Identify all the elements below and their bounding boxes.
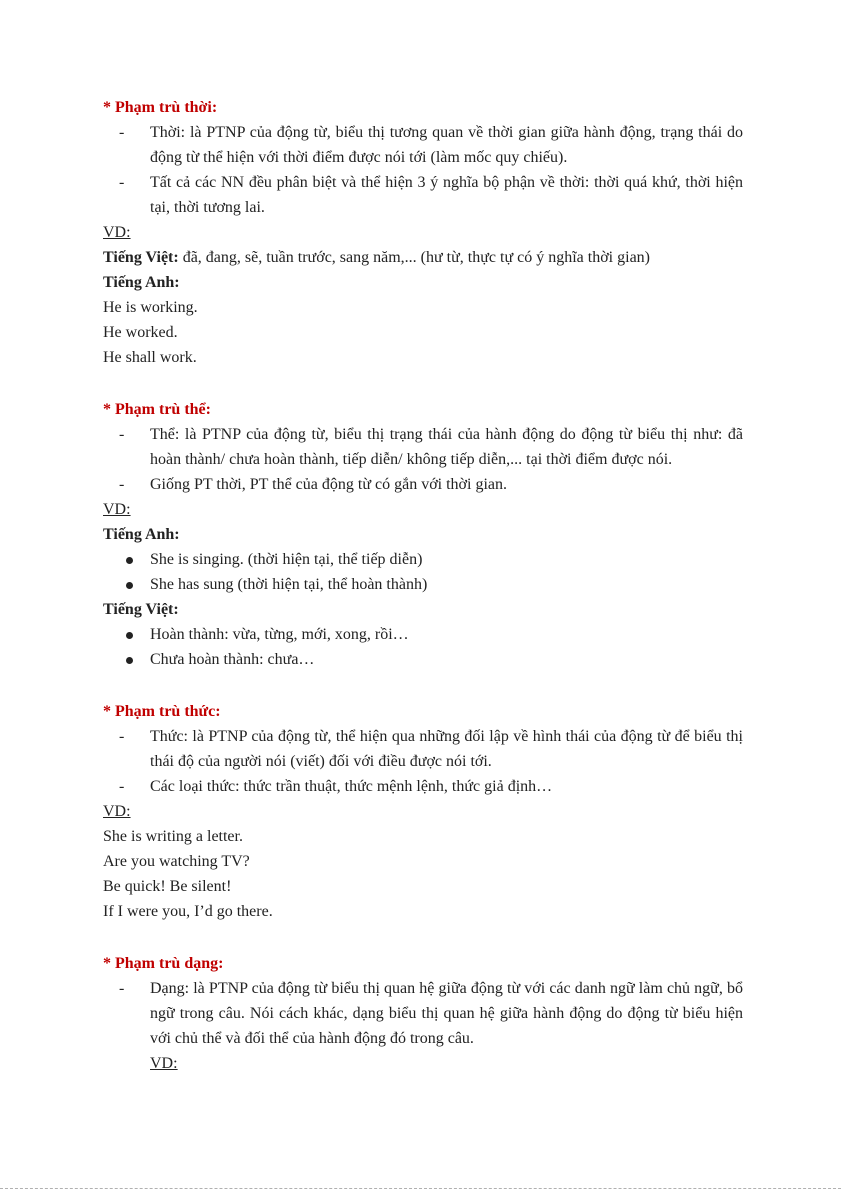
list-item <box>103 547 743 572</box>
heading-pham-tru-thoi: * Phạm trù thời: <box>103 99 218 116</box>
list-item-text: She has sung (thời hiện tại, thể hoàn thành) <box>150 576 428 593</box>
example-line: If I were you, I’d go there. <box>103 903 273 920</box>
bullet-item <box>103 170 743 220</box>
bullet-item <box>103 976 743 1051</box>
vd-label: VD: <box>103 501 131 518</box>
bullet-dot-icon <box>126 582 133 589</box>
bullet-text: Thời: là PTNP của động từ, biểu thị tương quan về thời gian giữa hành động, trạng thái do động từ thể hiện với thời điểm được nói tới (làm mốc quy chiếu). <box>150 124 743 166</box>
bullet-item <box>103 422 743 472</box>
dash-marker: - <box>119 426 125 443</box>
list-item-text: Chưa hoàn thành: chưa… <box>150 651 315 668</box>
dash-marker: - <box>119 728 125 745</box>
bullet-dot-icon <box>126 657 133 664</box>
document-content <box>103 95 743 1076</box>
heading-pham-tru-dang: * Phạm trù dạng: <box>103 955 224 972</box>
vd-label-text: VD: <box>150 1055 178 1072</box>
dash-marker: - <box>119 980 125 997</box>
bullet-text: Dạng: là PTNP của động từ biểu thị quan hệ giữa động từ với các danh ngữ làm chủ ngữ, bổ ngữ trong câu. Nói cách khác, dạng biểu thị quan hệ giữa hành động do động từ biểu hiện với chủ thể và đối thể của hành động đó trong câu. <box>150 980 743 1047</box>
bullet-text: Tất cả các NN đều phân biệt và thể hiện 3 ý nghĩa bộ phận về thời: thời quá khứ, thời hiện tại, thời tương lai. <box>150 174 743 216</box>
bullet-item <box>103 724 743 774</box>
heading-pham-tru-the: * Phạm trù thể: <box>103 401 211 418</box>
bullet-dot-icon <box>126 632 133 639</box>
list-item <box>103 647 743 672</box>
example-text: đã, đang, sẽ, tuần trước, sang năm,... (hư từ, thực tự có ý nghĩa thời gian) <box>178 249 650 266</box>
list-item-text: She is singing. (thời hiện tại, thể tiếp diễn) <box>150 551 423 568</box>
example-line: Be quick! Be silent! <box>103 878 232 895</box>
example-line: He shall work. <box>103 349 197 366</box>
bullet-text: Thức: là PTNP của động từ, thể hiện qua những đối lập về hình thái của động từ để biểu thị thái độ của người nói (viết) đối với điều được nói tới. <box>150 728 743 770</box>
example-line: She is writing a letter. <box>103 828 243 845</box>
vd-label: VD: <box>103 803 131 820</box>
page-bottom-divider <box>0 1188 841 1189</box>
bullet-text: Các loại thức: thức trần thuật, thức mệnh lệnh, thức giả định… <box>150 778 553 795</box>
list-item <box>103 572 743 597</box>
example-line: He worked. <box>103 324 178 341</box>
example-line: Are you watching TV? <box>103 853 250 870</box>
bullet-item <box>103 120 743 170</box>
heading-pham-tru-thuc: * Phạm trù thức: <box>103 703 221 720</box>
lang-label-english: Tiếng Anh: <box>103 526 180 543</box>
dash-marker: - <box>119 124 125 141</box>
vd-label <box>103 1051 743 1076</box>
bullet-text: Giống PT thời, PT thể của động từ có gắn với thời gian. <box>150 476 507 493</box>
list-item-text: Hoàn thành: vừa, từng, mới, xong, rồi… <box>150 626 409 643</box>
dash-marker: - <box>119 778 125 795</box>
lang-label-vietnamese: Tiếng Việt: <box>103 249 179 266</box>
bullet-dot-icon <box>126 557 133 564</box>
vd-label: VD: <box>103 224 131 241</box>
bullet-item <box>103 472 743 497</box>
lang-label-english: Tiếng Anh: <box>103 274 180 291</box>
list-item <box>103 622 743 647</box>
example-line: He is working. <box>103 299 198 316</box>
bullet-item <box>103 774 743 799</box>
dash-marker: - <box>119 174 125 191</box>
lang-label-vietnamese: Tiếng Việt: <box>103 601 179 618</box>
dash-marker: - <box>119 476 125 493</box>
bullet-text: Thể: là PTNP của động từ, biểu thị trạng thái của hành động do động từ biểu thị như: đã hoàn thành/ chưa hoàn thành, tiếp diễn/ không tiếp diễn,... tại thời điểm được nói. <box>150 426 743 468</box>
example-vietnamese <box>103 245 743 270</box>
